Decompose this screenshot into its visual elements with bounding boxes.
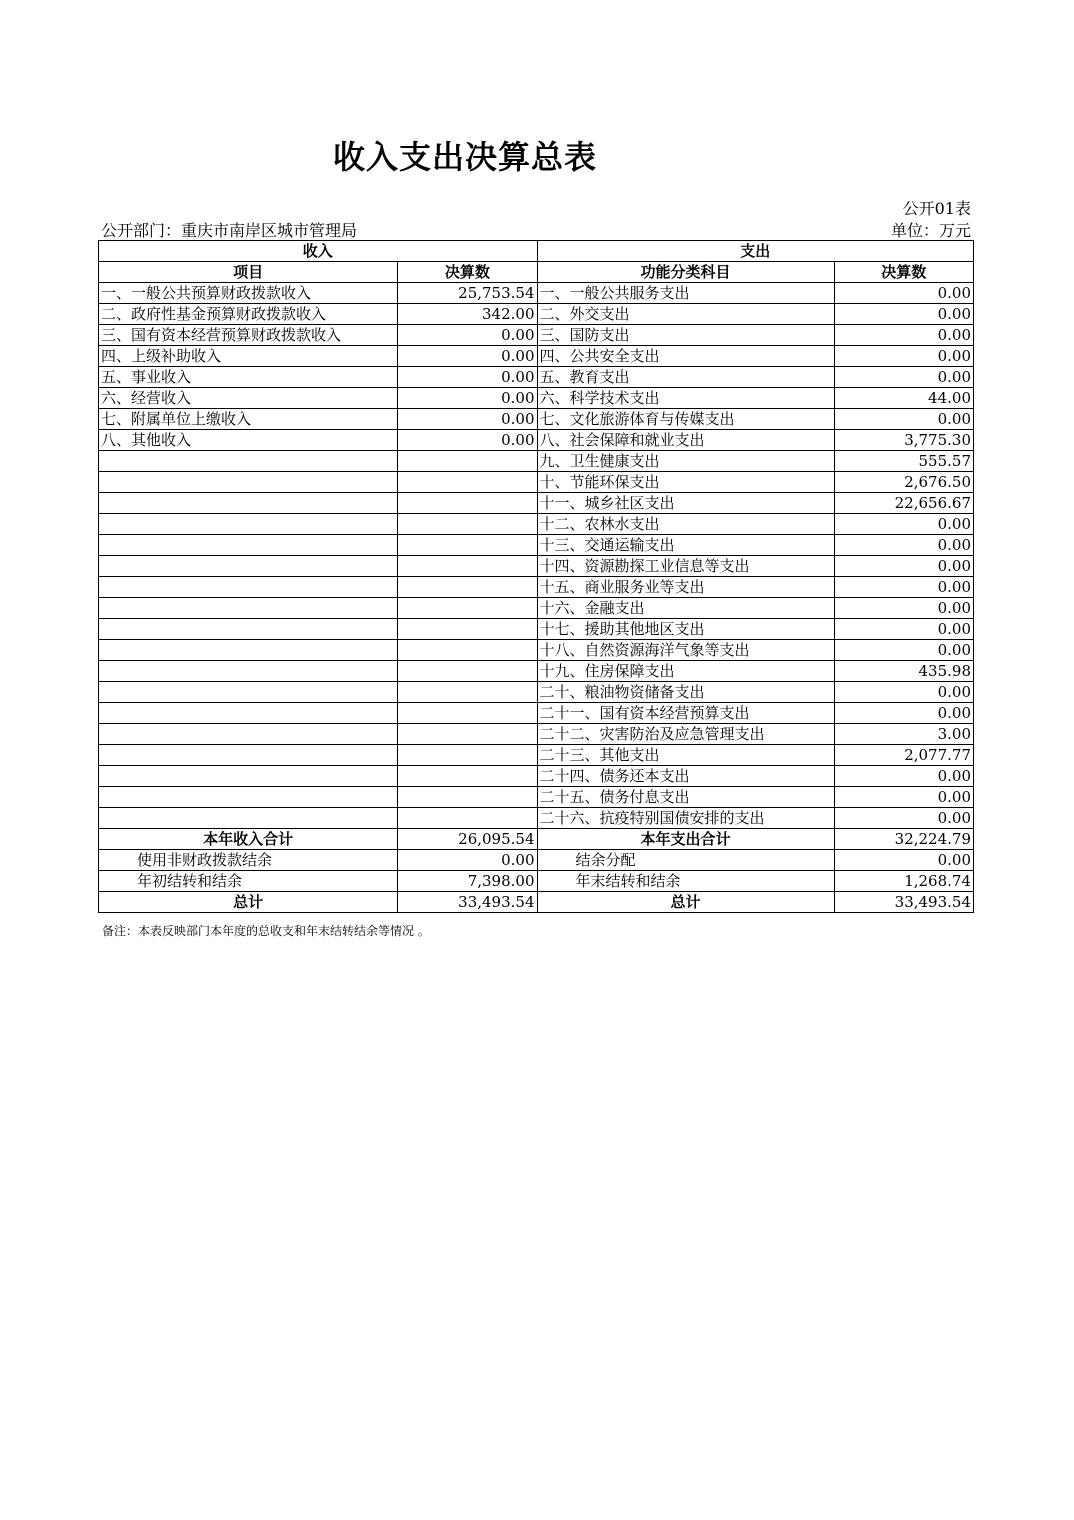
expense-amount: 0.00 (834, 535, 973, 556)
table-row (99, 493, 974, 514)
expense-item: 六、科学技术支出 (537, 388, 834, 409)
income-amount: 342.00 (398, 304, 537, 325)
income-amount (398, 619, 537, 640)
grand-total-label: 总计 (99, 892, 398, 913)
expense-item: 十五、商业服务业等支出 (537, 577, 834, 598)
expense-amount: 0.00 (834, 325, 973, 346)
footnote: 备注：本表反映部门本年度的总收支和年末结转结余等情况 。 (102, 924, 430, 938)
expense-item: 十二、农林水支出 (537, 514, 834, 535)
expense-total-value: 32,224.79 (834, 829, 973, 850)
income-item (99, 451, 398, 472)
expense-amount: 2,077.77 (834, 745, 973, 766)
income-amount: 25,753.54 (398, 283, 537, 304)
income-item (99, 724, 398, 745)
income-amount (398, 535, 537, 556)
end-value: 1,268.74 (834, 871, 973, 892)
table-row (99, 388, 974, 409)
expense-item: 十九、住房保障支出 (537, 661, 834, 682)
expense-amount: 44.00 (834, 388, 973, 409)
expense-amount: 0.00 (834, 766, 973, 787)
income-amount: 0.00 (398, 367, 537, 388)
income-amount: 0.00 (398, 409, 537, 430)
expense-amount: 0.00 (834, 409, 973, 430)
column-header-row (99, 262, 974, 283)
income-item (99, 493, 398, 514)
income-amount (398, 451, 537, 472)
expense-amount: 0.00 (834, 367, 973, 388)
table-row (99, 808, 974, 829)
expense-item: 二、外交支出 (537, 304, 834, 325)
expense-item: 三、国防支出 (537, 325, 834, 346)
income-amount (398, 577, 537, 598)
expense-item: 二十四、债务还本支出 (537, 766, 834, 787)
table-row (99, 577, 974, 598)
expense-item: 二十五、债务付息支出 (537, 787, 834, 808)
income-item (99, 577, 398, 598)
expense-item: 十四、资源勘探工业信息等支出 (537, 556, 834, 577)
income-item: 二、政府性基金预算财政拨款收入 (99, 304, 398, 325)
function-item-column-header: 功能分类科目 (537, 262, 834, 283)
income-amount: 0.00 (398, 325, 537, 346)
expense-item: 二十三、其他支出 (537, 745, 834, 766)
expense-item: 七、文化旅游体育与传媒支出 (537, 409, 834, 430)
surplus-row (99, 850, 974, 871)
nonfiscal-label: 使用非财政拨款结余 (99, 850, 398, 871)
income-amount (398, 472, 537, 493)
begin-label: 年初结转和结余 (99, 871, 398, 892)
expense-amount: 0.00 (834, 787, 973, 808)
expense-amount: 0.00 (834, 682, 973, 703)
page-title: 收入支出决算总表 (332, 138, 597, 176)
income-amount (398, 808, 537, 829)
expense-item: 十一、城乡社区支出 (537, 493, 834, 514)
table-row (99, 535, 974, 556)
budget-summary-table (98, 240, 974, 913)
total-row (99, 829, 974, 850)
income-item (99, 619, 398, 640)
expense-amount: 0.00 (834, 283, 973, 304)
table-row (99, 514, 974, 535)
income-total-value: 26,095.54 (398, 829, 537, 850)
income-item (99, 682, 398, 703)
income-item (99, 514, 398, 535)
table-row (99, 598, 974, 619)
expense-amount: 3.00 (834, 724, 973, 745)
income-amount (398, 493, 537, 514)
expense-item: 十三、交通运输支出 (537, 535, 834, 556)
income-amount (398, 787, 537, 808)
income-item (99, 787, 398, 808)
expense-item: 十六、金融支出 (537, 598, 834, 619)
table-row (99, 283, 974, 304)
income-amount (398, 514, 537, 535)
item-column-header: 项目 (99, 262, 398, 283)
expense-amount: 22,656.67 (834, 493, 973, 514)
expense-amount: 0.00 (834, 640, 973, 661)
income-amount: 0.00 (398, 346, 537, 367)
income-total-label: 本年收入合计 (99, 829, 398, 850)
expense-amount: 0.00 (834, 808, 973, 829)
expense-item: 二十六、抗疫特别国债安排的支出 (537, 808, 834, 829)
expense-amount: 0.00 (834, 346, 973, 367)
income-item (99, 640, 398, 661)
department-label: 公开部门：重庆市南岸区城市管理局 (101, 221, 358, 240)
table-row (99, 556, 974, 577)
table-row (99, 325, 974, 346)
expense-amount: 0.00 (834, 577, 973, 598)
income-item (99, 703, 398, 724)
income-amount: 0.00 (398, 388, 537, 409)
amount2-column-header: 决算数 (834, 262, 973, 283)
income-amount (398, 556, 537, 577)
begin-value: 7,398.00 (398, 871, 537, 892)
nonfiscal-value: 0.00 (398, 850, 537, 871)
grand-total-label-2: 总计 (537, 892, 834, 913)
table-row (99, 766, 974, 787)
table-row (99, 472, 974, 493)
table-row (99, 619, 974, 640)
expense-amount: 0.00 (834, 703, 973, 724)
surplus-dist-label: 结余分配 (537, 850, 834, 871)
income-amount (398, 745, 537, 766)
table-row (99, 682, 974, 703)
expense-amount: 555.57 (834, 451, 973, 472)
expense-amount: 0.00 (834, 556, 973, 577)
income-item: 一、一般公共预算财政拨款收入 (99, 283, 398, 304)
expense-item: 四、公共安全支出 (537, 346, 834, 367)
income-header: 收入 (99, 241, 538, 262)
table-row (99, 787, 974, 808)
income-item (99, 598, 398, 619)
table-row (99, 451, 974, 472)
income-item (99, 766, 398, 787)
expense-amount: 2,676.50 (834, 472, 973, 493)
income-amount: 0.00 (398, 430, 537, 451)
income-amount (398, 598, 537, 619)
income-item (99, 556, 398, 577)
income-item (99, 808, 398, 829)
income-amount (398, 703, 537, 724)
table-row (99, 724, 974, 745)
table-row (99, 304, 974, 325)
table-header-row (99, 241, 974, 262)
expense-header: 支出 (537, 241, 974, 262)
income-amount (398, 661, 537, 682)
table-row (99, 703, 974, 724)
income-item: 六、经营收入 (99, 388, 398, 409)
carryover-row (99, 871, 974, 892)
expense-item: 九、卫生健康支出 (537, 451, 834, 472)
expense-amount: 435.98 (834, 661, 973, 682)
expense-item: 一、一般公共服务支出 (537, 283, 834, 304)
expense-item: 十、节能环保支出 (537, 472, 834, 493)
expense-total-label: 本年支出合计 (537, 829, 834, 850)
expense-amount: 0.00 (834, 304, 973, 325)
table-row (99, 367, 974, 388)
grand-total-row (99, 892, 974, 913)
income-item (99, 661, 398, 682)
income-item: 七、附属单位上缴收入 (99, 409, 398, 430)
income-item: 八、其他收入 (99, 430, 398, 451)
table-row (99, 430, 974, 451)
income-item (99, 745, 398, 766)
grand-expense-value: 33,493.54 (834, 892, 973, 913)
amount-column-header: 决算数 (398, 262, 537, 283)
grand-income-value: 33,493.54 (398, 892, 537, 913)
expense-item: 八、社会保障和就业支出 (537, 430, 834, 451)
expense-item: 十八、自然资源海洋气象等支出 (537, 640, 834, 661)
expense-item: 五、教育支出 (537, 367, 834, 388)
table-row (99, 346, 974, 367)
expense-amount: 3,775.30 (834, 430, 973, 451)
table-row (99, 409, 974, 430)
expense-item: 十七、援助其他地区支出 (537, 619, 834, 640)
income-item (99, 472, 398, 493)
income-amount (398, 682, 537, 703)
expense-amount: 0.00 (834, 619, 973, 640)
surplus-dist-value: 0.00 (834, 850, 973, 871)
income-item: 五、事业收入 (99, 367, 398, 388)
expense-item: 二十二、灾害防治及应急管理支出 (537, 724, 834, 745)
table-code: 公开01表 (902, 199, 971, 218)
income-item (99, 535, 398, 556)
table-row (99, 640, 974, 661)
income-amount (398, 766, 537, 787)
table-row (99, 661, 974, 682)
expense-amount: 0.00 (834, 598, 973, 619)
income-amount (398, 724, 537, 745)
end-label: 年末结转和结余 (537, 871, 834, 892)
income-item: 四、上级补助收入 (99, 346, 398, 367)
income-amount (398, 640, 537, 661)
expense-item: 二十一、国有资本经营预算支出 (537, 703, 834, 724)
expense-item: 二十、粮油物资储备支出 (537, 682, 834, 703)
income-item: 三、国有资本经营预算财政拨款收入 (99, 325, 398, 346)
expense-amount: 0.00 (834, 514, 973, 535)
table-row (99, 745, 974, 766)
unit-label: 单位：万元 (890, 221, 971, 240)
